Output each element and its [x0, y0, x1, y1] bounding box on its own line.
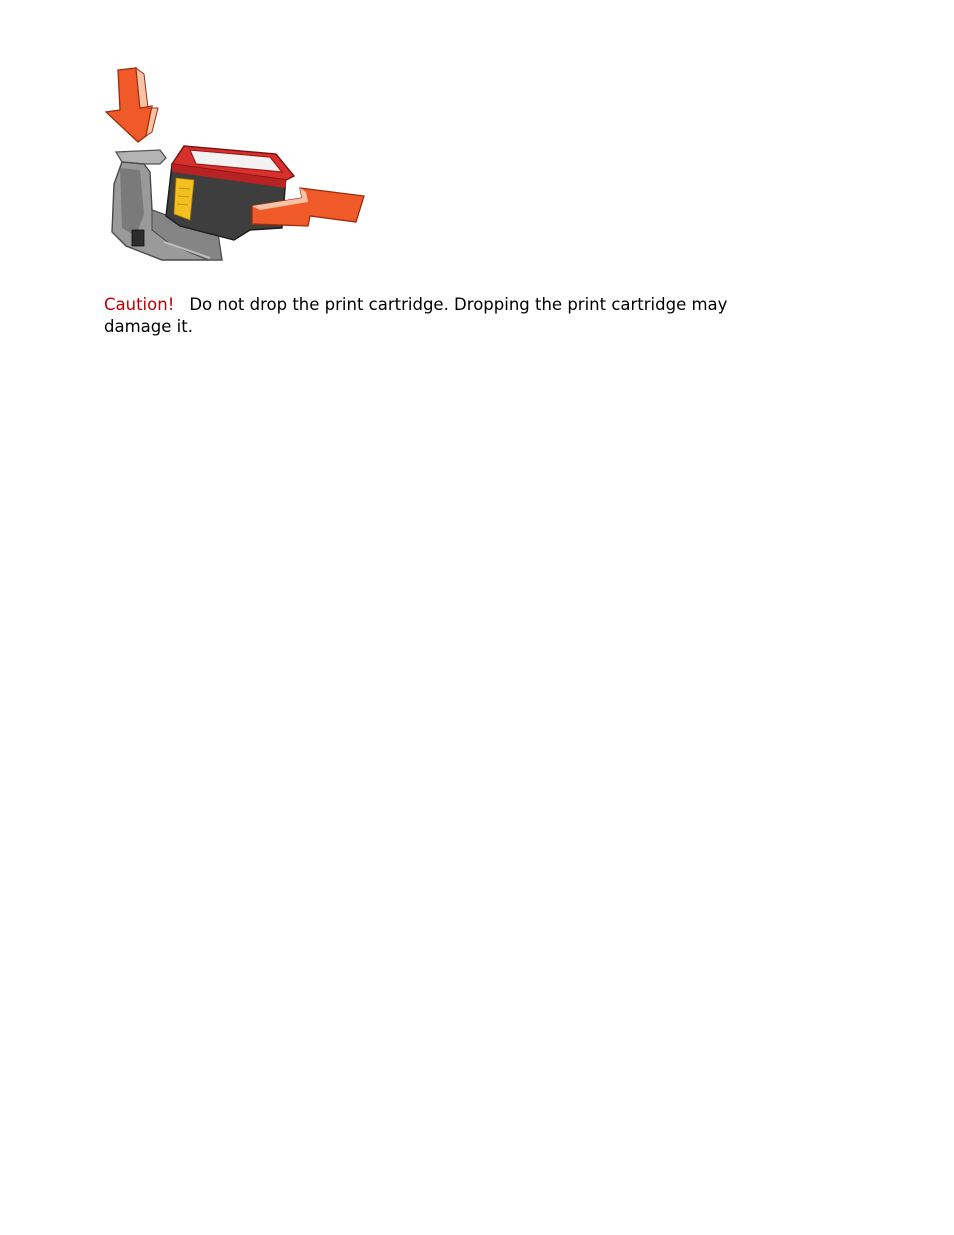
- caution-label: Caution!: [104, 295, 175, 314]
- cartridge-removal-illustration-icon: [100, 64, 370, 266]
- caution-text: Do not drop the print cartridge. Dropping the print cartridge may damage it.: [104, 295, 728, 336]
- cartridge-removal-figure: [100, 64, 370, 266]
- push-down-arrow: [106, 68, 158, 142]
- print-cartridge: [166, 146, 294, 240]
- cartridge-label: [174, 178, 194, 220]
- caution-note: [104, 294, 744, 338]
- cradle-latch: [132, 230, 144, 246]
